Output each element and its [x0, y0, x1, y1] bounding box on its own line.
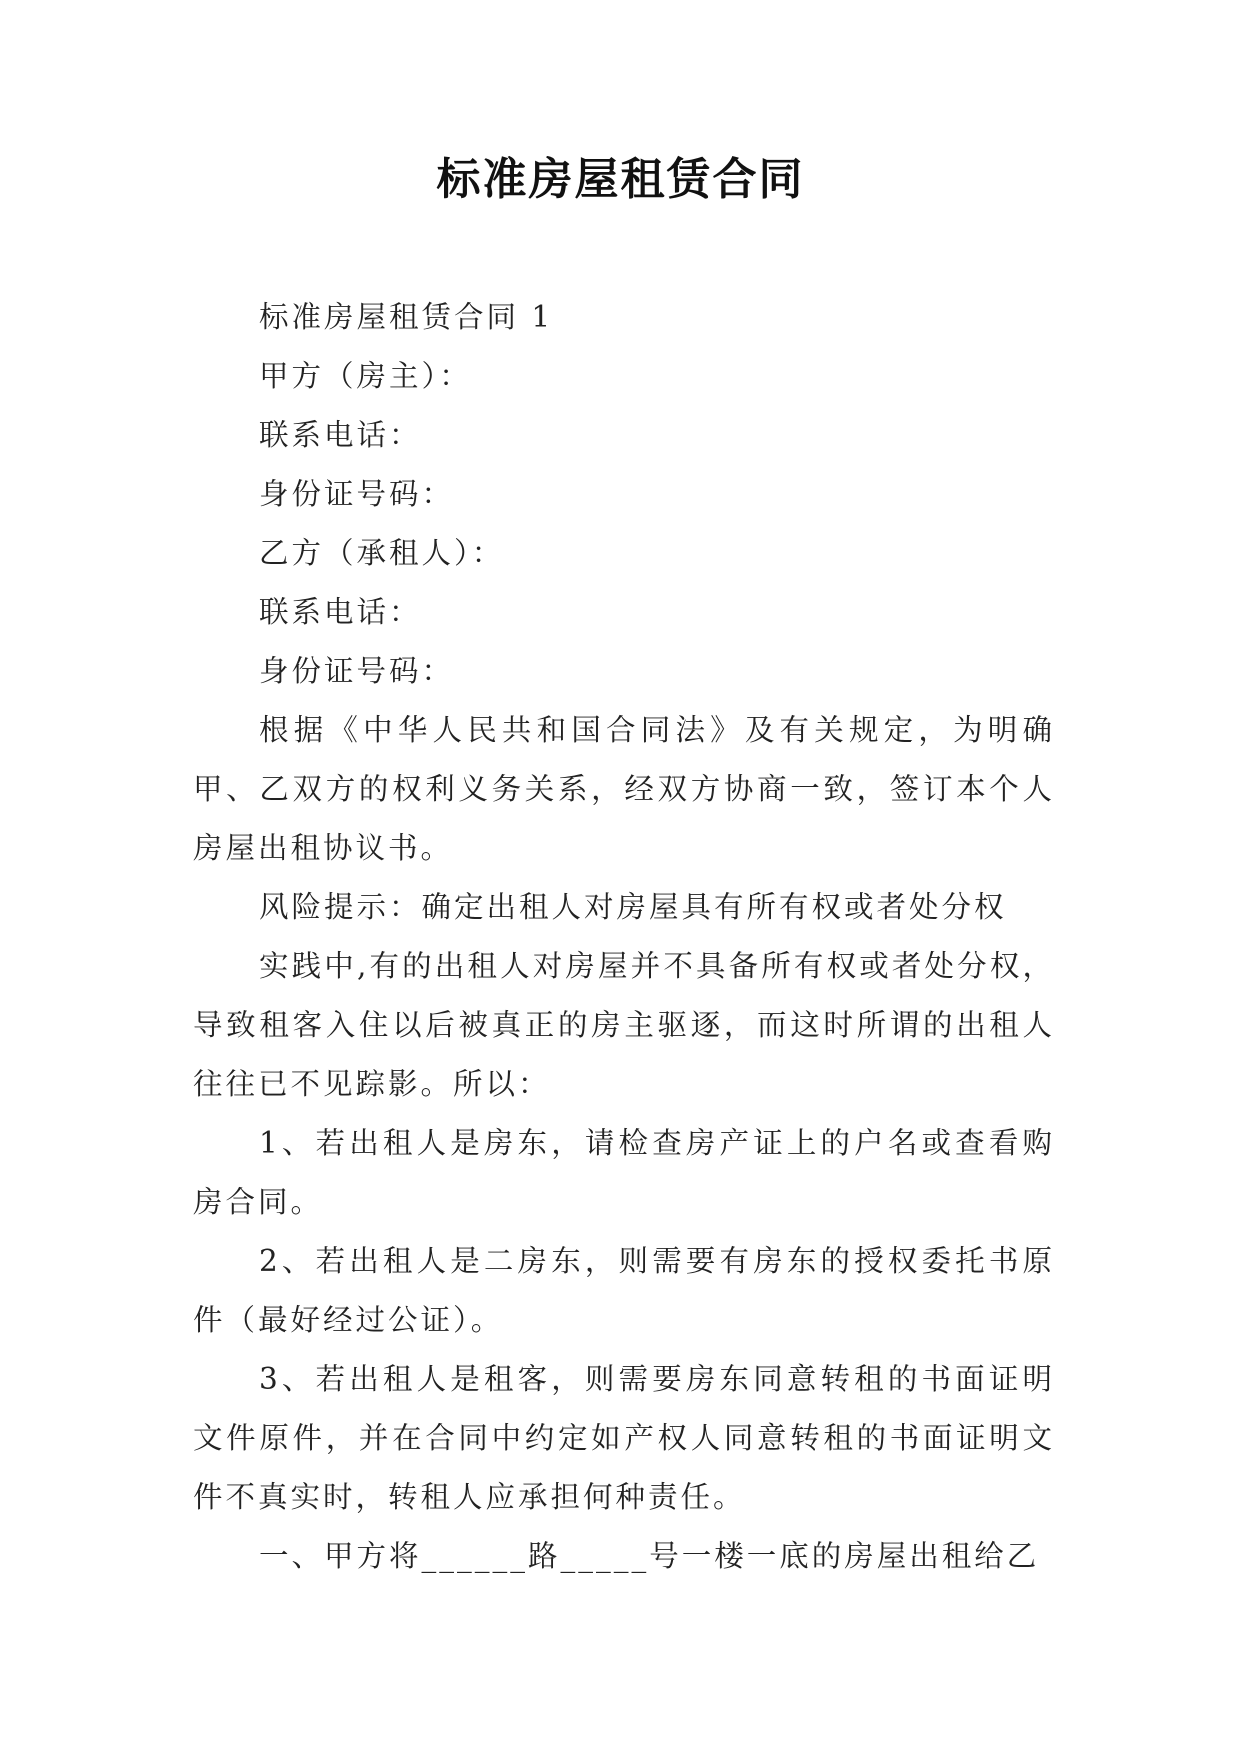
paragraph-preamble: 根据《中华人民共和国合同法》及有关规定，为明确甲、乙双方的权利义务关系，经双方协商一致，签订本个人房屋出租协议书。: [193, 713, 1055, 865]
paragraph-risk-heading: 风险提示：确定出租人对房屋具有所有权或者处分权: [259, 890, 1007, 924]
paragraph-item-1: 1、若出租人是房东，请检查房产证上的户名或查看购房合同。: [193, 1126, 1055, 1219]
paragraph-party-b-phone: 联系电话：: [259, 595, 422, 629]
paragraph-clause-1: 一、甲方将______路_____号一楼一底的房屋出租给乙: [259, 1539, 1040, 1573]
document-body: [193, 288, 1055, 1586]
paragraph-risk-detail: 实践中,有的出租人对房屋并不具备所有权或者处分权，导致租客入住以后被真正的房主驱逐，而这时所谓的出租人往往已不见踪影。所以：: [193, 949, 1055, 1101]
paragraph-subtitle: 标准房屋租赁合同 1: [259, 300, 554, 334]
paragraph-item-2: 2、若出租人是二房东，则需要有房东的授权委托书原件（最好经过公证）。: [193, 1244, 1055, 1337]
paragraph-party-a-id: 身份证号码：: [259, 477, 455, 511]
paragraph-party-b: 乙方（承租人）：: [259, 536, 505, 570]
paragraph-party-a-phone: 联系电话：: [259, 418, 422, 452]
paragraph-party-b-id: 身份证号码：: [259, 654, 455, 688]
document-title: 标准房屋租赁合同: [436, 154, 805, 205]
paragraph-party-a: 甲方（房主）：: [259, 359, 472, 393]
paragraph-item-3: 3、若出租人是租客，则需要房东同意转租的书面证明文件原件，并在合同中约定如产权人同意转租的书面证明文件不真实时，转租人应承担何种责任。: [193, 1362, 1055, 1514]
